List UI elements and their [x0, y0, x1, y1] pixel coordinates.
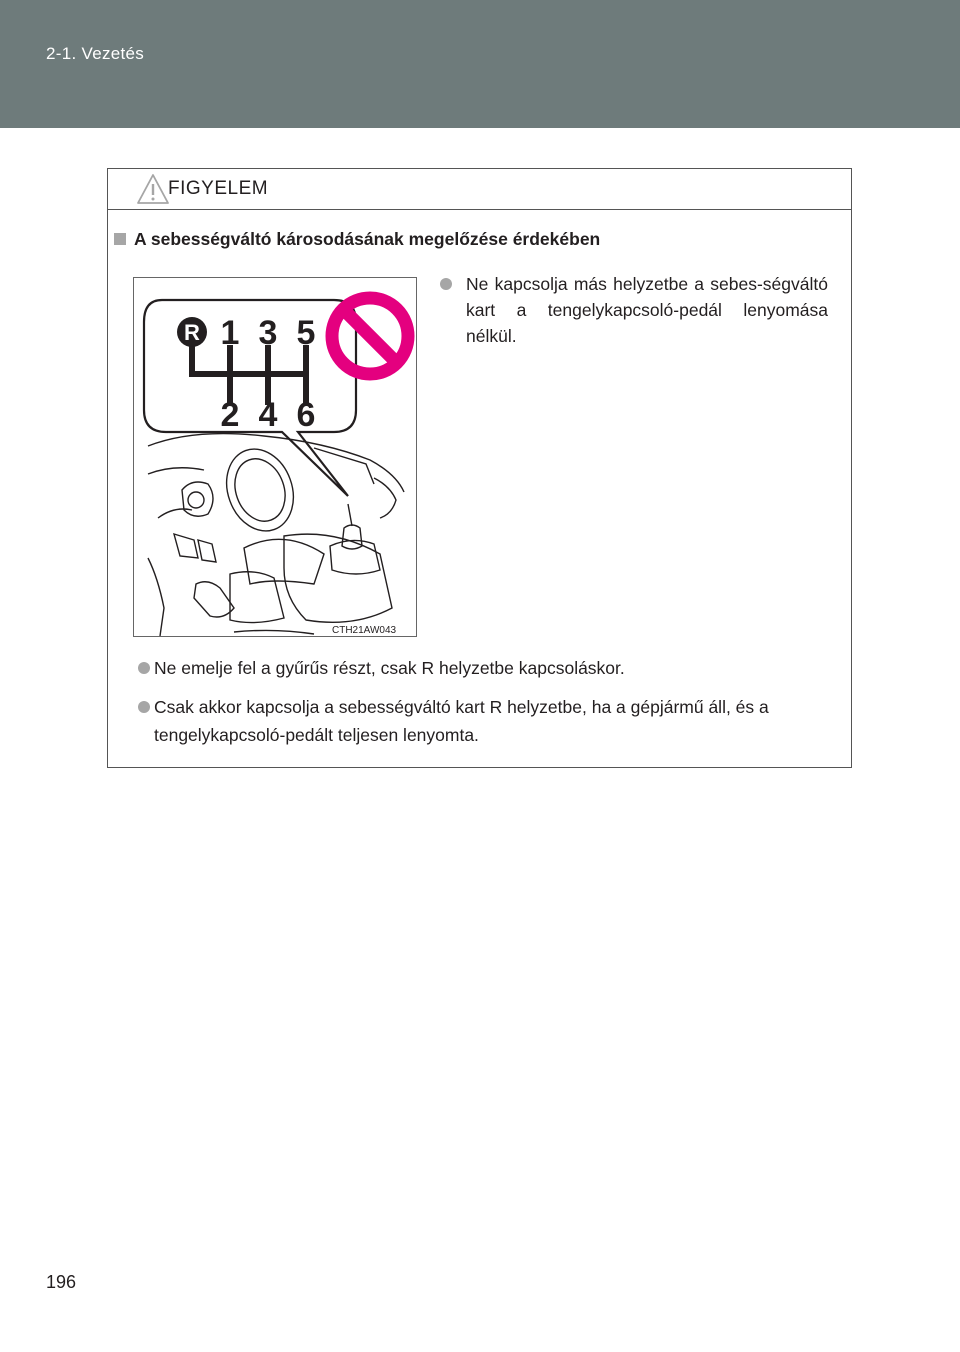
gearshift-drawing: [134, 278, 417, 637]
gear-label-4: 4: [258, 396, 278, 434]
gear-label-2: 2: [220, 396, 240, 434]
caution-subheading-text: A sebességváltó károsodásának megelőzése érdekében: [134, 229, 601, 249]
round-bullet-icon: [138, 662, 150, 674]
warning-triangle-icon: [136, 173, 170, 205]
bullet-text-1: Ne kapcsolja más helyzetbe a sebes-ségváltó kart a tengelykapcsoló-pedál lenyomása nélkül.: [466, 274, 828, 346]
gearshift-illustration: [133, 277, 417, 637]
page-number: 196: [46, 1272, 77, 1292]
bullet-text-2: Ne emelje fel a gyűrűs részt, csak R helyzetbe kapcsoláskor.: [154, 658, 625, 678]
round-bullet-icon: [440, 278, 452, 290]
gear-label-6: 6: [296, 396, 316, 434]
gear-label-5: 5: [296, 314, 316, 352]
gear-label-1: 1: [220, 314, 240, 352]
caution-box: [107, 168, 852, 768]
caution-subheading: [114, 229, 600, 250]
bullet-text-3: Csak akkor kapcsolja a sebességváltó kart R helyzetbe, ha a gépjármű áll, és a tengelykapcsoló-pedált teljesen lenyomta.: [154, 697, 769, 745]
header-band: [0, 0, 960, 128]
gear-label-3: 3: [258, 314, 278, 352]
caution-title-row: [108, 169, 851, 210]
section-label: 2-1. Vezetés: [46, 44, 145, 63]
caution-title: FIGYELEM: [168, 178, 269, 199]
square-bullet-icon: [114, 233, 126, 245]
illustration-code: CTH21AW043: [332, 625, 397, 636]
gear-label-r: R: [184, 320, 200, 345]
round-bullet-icon: [138, 701, 150, 713]
